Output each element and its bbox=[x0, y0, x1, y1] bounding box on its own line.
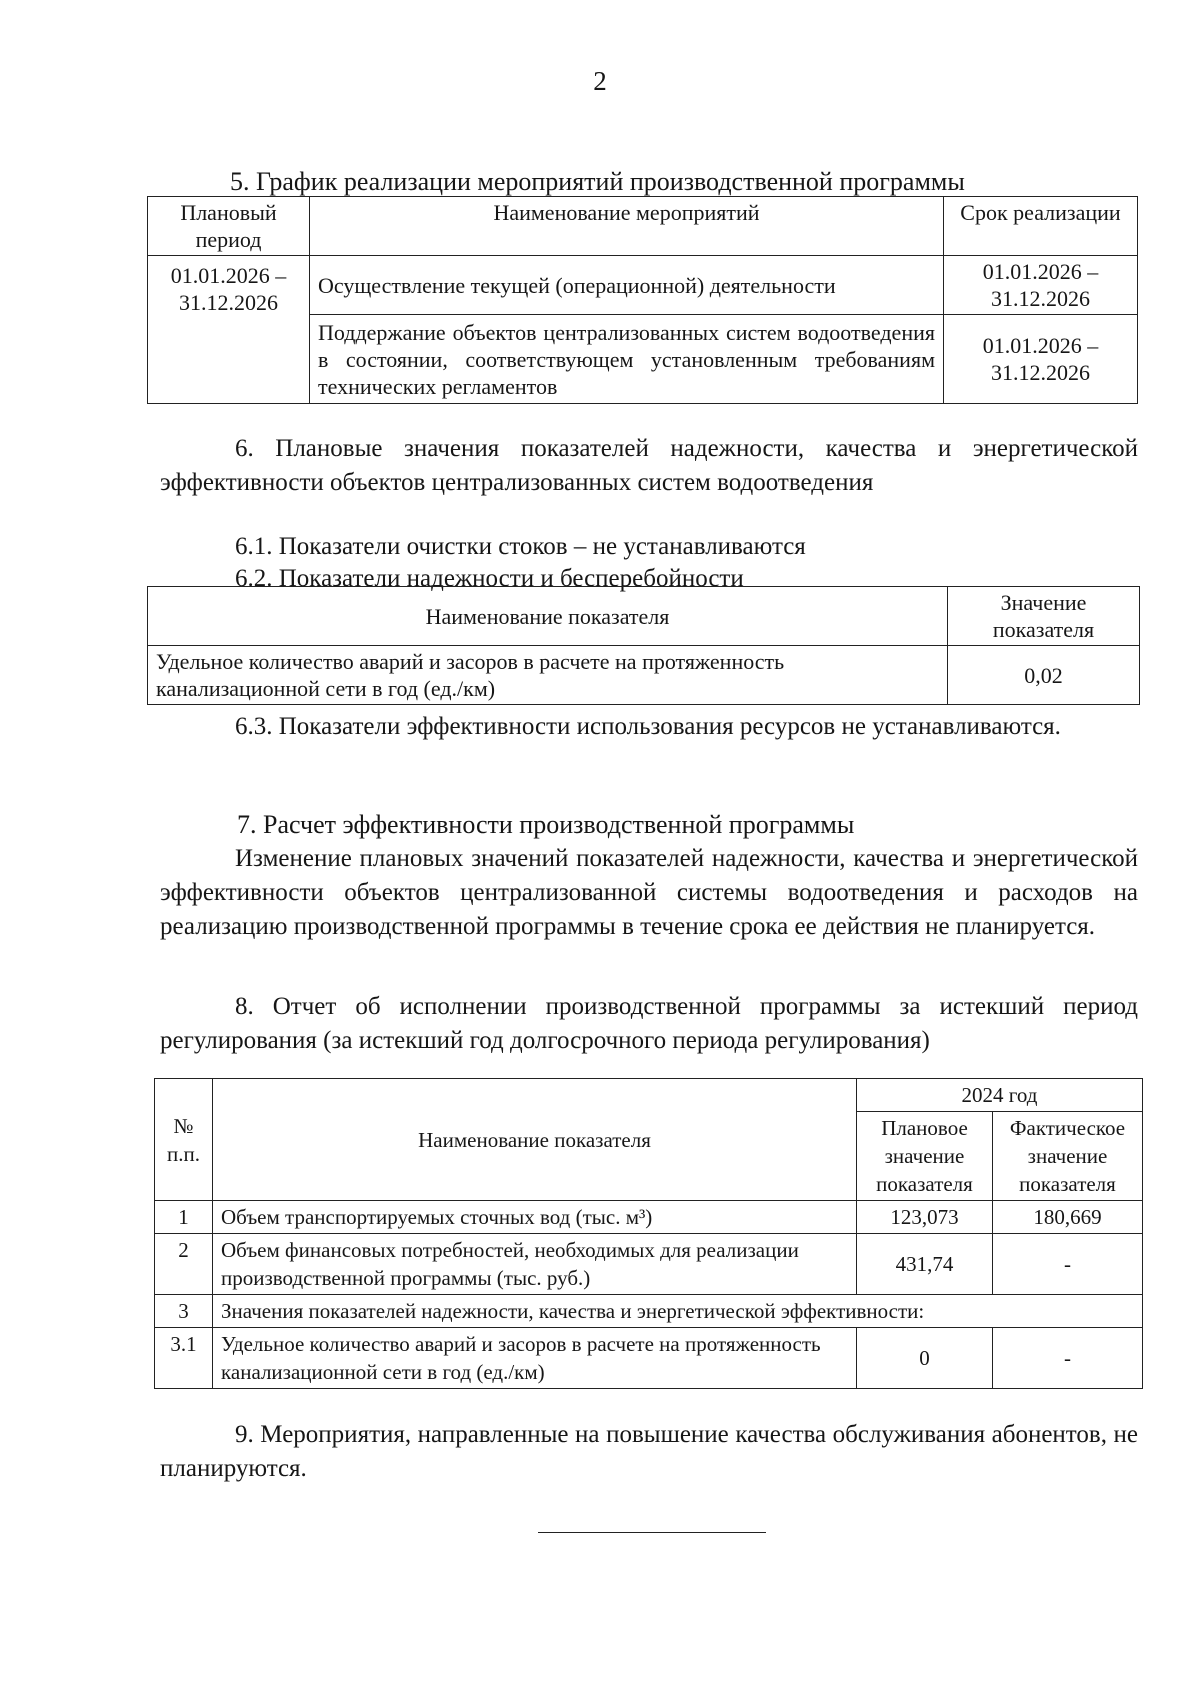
table-row bbox=[148, 646, 1140, 705]
schedule-table bbox=[147, 196, 1138, 404]
header-number: № п.п. bbox=[155, 1079, 213, 1201]
indicator-name-cell: Объем транспортируемых сточных вод (тыс. м³) bbox=[213, 1201, 857, 1234]
header-term: Срок реализации bbox=[944, 197, 1138, 256]
table-row bbox=[155, 1234, 1143, 1295]
row-number: 1 bbox=[155, 1201, 213, 1234]
header-fact-value: Фактическое значение показателя bbox=[993, 1112, 1143, 1201]
indicator-group-cell: Значения показателей надежности, качества и энергетической эффективности: bbox=[213, 1295, 1143, 1328]
fact-value-cell: 180,669 bbox=[993, 1201, 1143, 1234]
table-header-row bbox=[148, 587, 1140, 646]
section-7-text: Изменение плановых значений показателей надежности, качества и энергетической эффективности объектов централизованной системы водоотведения и расходов на реализацию производственной программы в течение срока ее действия не планируется. bbox=[160, 845, 1138, 940]
indicator-value-cell: 0,02 bbox=[948, 646, 1140, 705]
row-number: 2 bbox=[155, 1234, 213, 1295]
header-plan-value: Плановое значение показателя bbox=[857, 1112, 993, 1201]
report-table bbox=[154, 1078, 1143, 1389]
closing-divider bbox=[538, 1532, 766, 1533]
header-indicator-name: Наименование показателя bbox=[213, 1079, 857, 1201]
table-header-row bbox=[155, 1079, 1143, 1112]
section-5-title: 5. График реализации мероприятий производственной программы bbox=[230, 167, 965, 196]
plan-value-cell: 123,073 bbox=[857, 1201, 993, 1234]
header-indicator-value: Значение показателя bbox=[948, 587, 1140, 646]
term-cell: 01.01.2026 – 31.12.2026 bbox=[944, 256, 1138, 315]
section-7-title: 7. Расчет эффективности производственной программы bbox=[237, 810, 855, 839]
section-8-title: 8. Отчет об исполнении производственной программы за истекший период регулирования (за истекший год долгосрочного периода регулирования) bbox=[160, 993, 1138, 1054]
row-number: 3 bbox=[155, 1295, 213, 1328]
section-6-2: 6.2. Показатели надежности и бесперебойности bbox=[235, 565, 744, 592]
fact-value-cell: - bbox=[993, 1328, 1143, 1389]
indicator-name-cell: Удельное количество аварий и засоров в расчете на протяженность канализационной сети в год (ед./км) bbox=[213, 1328, 857, 1389]
event-cell: Осуществление текущей (операционной) деятельности bbox=[310, 256, 944, 315]
reliability-table bbox=[147, 586, 1140, 705]
plan-value-cell: 431,74 bbox=[857, 1234, 993, 1295]
section-6-3: 6.3. Показатели эффективности использования ресурсов не устанавливаются. bbox=[235, 713, 1061, 740]
table-row bbox=[155, 1295, 1143, 1328]
indicator-name-cell: Удельное количество аварий и засоров в расчете на протяженность канализационной сети в год (ед./км) bbox=[148, 646, 948, 705]
row-number: 3.1 bbox=[155, 1328, 213, 1389]
header-year: 2024 год bbox=[857, 1079, 1143, 1112]
page-number: 2 bbox=[593, 66, 607, 96]
section-9-text: 9. Мероприятия, направленные на повышение качества обслуживания абонентов, не планируются. bbox=[160, 1421, 1138, 1482]
table-row bbox=[155, 1201, 1143, 1234]
table-row bbox=[148, 256, 1138, 315]
planned-period-cell: 01.01.2026 – 31.12.2026 bbox=[148, 256, 310, 404]
header-indicator-name: Наименование показателя bbox=[148, 587, 948, 646]
header-event: Наименование мероприятий bbox=[310, 197, 944, 256]
term-cell: 01.01.2026 – 31.12.2026 bbox=[944, 315, 1138, 404]
section-6-1: 6.1. Показатели очистки стоков – не устанавливаются bbox=[235, 533, 806, 560]
event-cell: Поддержание объектов централизованных систем водоотведения в состоянии, соответствующем установленным требованиям технических регламентов bbox=[310, 315, 944, 404]
header-period: Плановый период bbox=[148, 197, 310, 256]
section-6-title: 6. Плановые значения показателей надежности, качества и энергетической эффективности объектов централизованных систем водоотведения bbox=[160, 435, 1138, 496]
fact-value-cell: - bbox=[993, 1234, 1143, 1295]
table-header-row bbox=[148, 197, 1138, 256]
plan-value-cell: 0 bbox=[857, 1328, 993, 1389]
indicator-name-cell: Объем финансовых потребностей, необходимых для реализации производственной программы (тыс. руб.) bbox=[213, 1234, 857, 1295]
table-row bbox=[155, 1328, 1143, 1389]
